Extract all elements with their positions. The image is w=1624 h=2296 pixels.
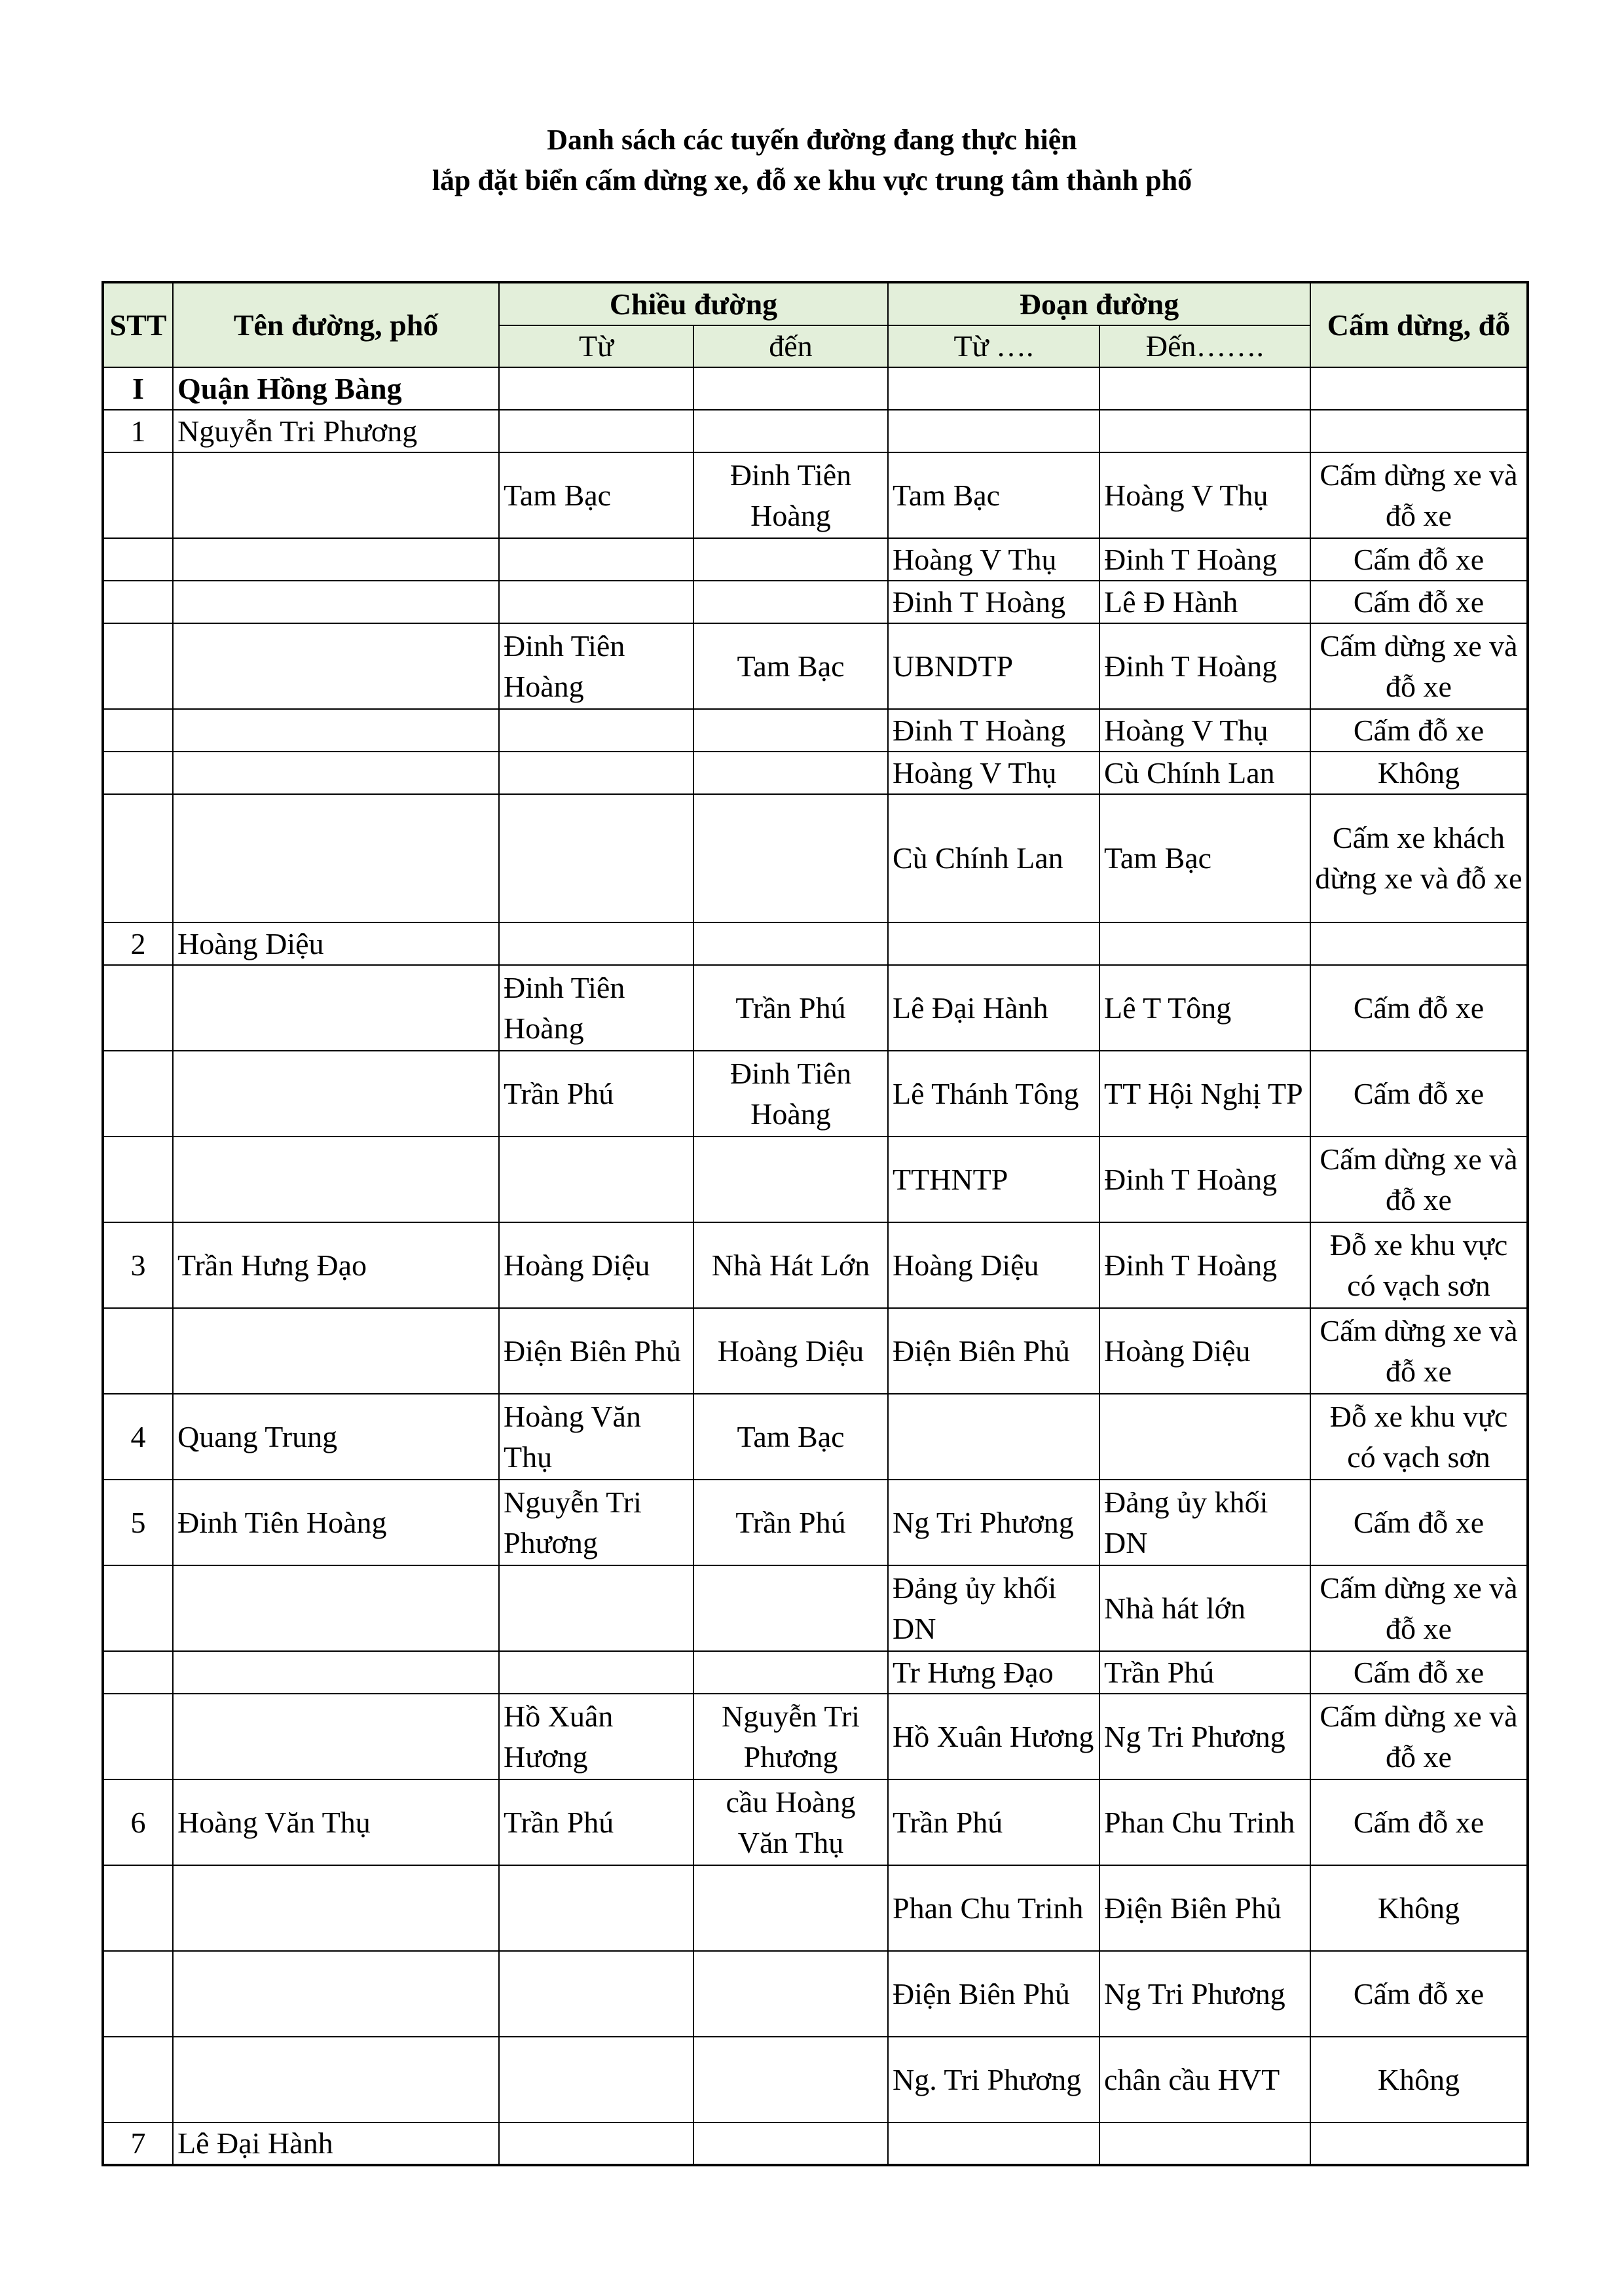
- cell-segment-from: [888, 410, 1099, 452]
- cell-direction-to: [693, 1865, 888, 1951]
- cell-street-name: [173, 2037, 499, 2123]
- cell-direction-to: Tam Bạc: [693, 623, 888, 709]
- cell-segment-to: Hoàng V Thụ: [1099, 452, 1310, 538]
- table-row: [103, 538, 1528, 581]
- cell-direction-from: Hoàng Diệu: [499, 1222, 693, 1308]
- cell-stt: [103, 1137, 173, 1222]
- table-row: [103, 452, 1528, 538]
- cell-stt: 1: [103, 410, 173, 452]
- cell-prohibition: Cấm dừng xe và đỗ xe: [1310, 1308, 1528, 1394]
- header-direction-to: đến: [693, 325, 888, 367]
- cell-segment-from: UBNDTP: [888, 623, 1099, 709]
- street-table: [101, 281, 1529, 2166]
- document-title-line-1: Danh sách các tuyến đường đang thực hiện: [547, 124, 1077, 156]
- cell-direction-to: [693, 581, 888, 623]
- cell-segment-to: Tam Bạc: [1099, 794, 1310, 922]
- cell-segment-to: Đinh T Hoàng: [1099, 538, 1310, 581]
- cell-direction-to: [693, 1565, 888, 1651]
- cell-street-name: [173, 581, 499, 623]
- cell-segment-from: Trần Phú: [888, 1779, 1099, 1865]
- cell-street-name: Quang Trung: [173, 1394, 499, 1480]
- cell-direction-to: [693, 709, 888, 752]
- table-body: [103, 367, 1528, 2165]
- table-row: [103, 1865, 1528, 1951]
- cell-direction-to: Nguyễn Tri Phương: [693, 1694, 888, 1779]
- cell-street-name: Nguyễn Tri Phương: [173, 410, 499, 452]
- cell-segment-from: Hoàng V Thụ: [888, 538, 1099, 581]
- cell-prohibition: Cấm đỗ xe: [1310, 1051, 1528, 1137]
- cell-direction-to: [693, 752, 888, 794]
- cell-street-name: [173, 1694, 499, 1779]
- cell-direction-to: [693, 2037, 888, 2123]
- cell-direction-from: [499, 794, 693, 922]
- cell-direction-to: Đinh Tiên Hoàng: [693, 1051, 888, 1137]
- cell-street-name: Quận Hồng Bàng: [173, 367, 499, 410]
- cell-direction-to: Tam Bạc: [693, 1394, 888, 1480]
- cell-direction-to: Trần Phú: [693, 965, 888, 1051]
- cell-stt: I: [103, 367, 173, 410]
- cell-segment-to: [1099, 410, 1310, 452]
- table-row: [103, 581, 1528, 623]
- cell-segment-from: Đảng ủy khối DN: [888, 1565, 1099, 1651]
- cell-direction-to: [693, 1651, 888, 1694]
- cell-segment-to: Ng Tri Phương: [1099, 1951, 1310, 2037]
- cell-prohibition: Cấm đỗ xe: [1310, 1480, 1528, 1565]
- cell-segment-from: Điện Biên Phủ: [888, 1308, 1099, 1394]
- table-row: [103, 1051, 1528, 1137]
- cell-segment-to: Cù Chính Lan: [1099, 752, 1310, 794]
- cell-direction-from: [499, 1951, 693, 2037]
- cell-segment-from: Ng. Tri Phương: [888, 2037, 1099, 2123]
- cell-segment-from: Tam Bạc: [888, 452, 1099, 538]
- cell-direction-from: Nguyễn Tri Phương: [499, 1480, 693, 1565]
- cell-stt: [103, 794, 173, 922]
- table-row: [103, 367, 1528, 410]
- cell-direction-to: Nhà Hát Lớn: [693, 1222, 888, 1308]
- cell-prohibition: Cấm xe khách dừng xe và đỗ xe: [1310, 794, 1528, 922]
- cell-prohibition: Không: [1310, 2037, 1528, 2123]
- cell-direction-to: [693, 2123, 888, 2165]
- cell-direction-from: [499, 410, 693, 452]
- cell-stt: 7: [103, 2123, 173, 2165]
- cell-segment-from: Điện Biên Phủ: [888, 1951, 1099, 2037]
- cell-segment-from: Đinh T Hoàng: [888, 709, 1099, 752]
- cell-direction-from: Điện Biên Phủ: [499, 1308, 693, 1394]
- cell-street-name: Hoàng Diệu: [173, 922, 499, 965]
- cell-segment-to: chân cầu HVT: [1099, 2037, 1310, 2123]
- header-stt: STT: [103, 282, 173, 367]
- cell-stt: [103, 709, 173, 752]
- header-prohibition: Cấm dừng, đỗ: [1310, 282, 1528, 367]
- cell-direction-from: Trần Phú: [499, 1051, 693, 1137]
- cell-prohibition: Cấm đỗ xe: [1310, 965, 1528, 1051]
- table-row: [103, 1394, 1528, 1480]
- table-row: [103, 2037, 1528, 2123]
- header-direction-from: Từ: [499, 325, 693, 367]
- cell-direction-from: [499, 538, 693, 581]
- cell-prohibition: Đỗ xe khu vực có vạch sơn: [1310, 1222, 1528, 1308]
- cell-direction-from: Trần Phú: [499, 1779, 693, 1865]
- cell-prohibition: Cấm đỗ xe: [1310, 538, 1528, 581]
- cell-prohibition: Cấm dừng xe và đỗ xe: [1310, 1565, 1528, 1651]
- cell-street-name: [173, 1308, 499, 1394]
- cell-segment-from: Đinh T Hoàng: [888, 581, 1099, 623]
- table-row: [103, 794, 1528, 922]
- cell-segment-to: [1099, 922, 1310, 965]
- cell-stt: 4: [103, 1394, 173, 1480]
- cell-direction-from: Hoàng Văn Thụ: [499, 1394, 693, 1480]
- cell-direction-to: Đinh Tiên Hoàng: [693, 452, 888, 538]
- cell-segment-to: Đảng ủy khối DN: [1099, 1480, 1310, 1565]
- cell-stt: [103, 1951, 173, 2037]
- cell-direction-from: [499, 922, 693, 965]
- cell-stt: 6: [103, 1779, 173, 1865]
- cell-street-name: [173, 452, 499, 538]
- cell-prohibition: Cấm đỗ xe: [1310, 709, 1528, 752]
- cell-segment-to: Trần Phú: [1099, 1651, 1310, 1694]
- cell-stt: [103, 965, 173, 1051]
- cell-direction-to: Trần Phú: [693, 1480, 888, 1565]
- cell-prohibition: Đỗ xe khu vực có vạch sơn: [1310, 1394, 1528, 1480]
- cell-stt: 3: [103, 1222, 173, 1308]
- table-header: [103, 282, 1528, 367]
- cell-prohibition: [1310, 922, 1528, 965]
- cell-direction-from: [499, 367, 693, 410]
- cell-street-name: [173, 1651, 499, 1694]
- cell-stt: [103, 1308, 173, 1394]
- cell-street-name: Đinh Tiên Hoàng: [173, 1480, 499, 1565]
- cell-prohibition: Không: [1310, 1865, 1528, 1951]
- cell-direction-to: [693, 1951, 888, 2037]
- cell-street-name: [173, 1565, 499, 1651]
- cell-direction-to: [693, 1137, 888, 1222]
- cell-stt: [103, 1651, 173, 1694]
- cell-prohibition: Cấm dừng xe và đỗ xe: [1310, 1137, 1528, 1222]
- cell-segment-to: Đinh T Hoàng: [1099, 623, 1310, 709]
- cell-stt: [103, 538, 173, 581]
- cell-prohibition: [1310, 2123, 1528, 2165]
- cell-segment-from: [888, 2123, 1099, 2165]
- cell-street-name: [173, 1137, 499, 1222]
- table-row: [103, 1480, 1528, 1565]
- cell-direction-from: [499, 1651, 693, 1694]
- cell-stt: [103, 752, 173, 794]
- cell-stt: [103, 1865, 173, 1951]
- cell-street-name: [173, 1951, 499, 2037]
- table-row: [103, 2123, 1528, 2165]
- cell-direction-from: [499, 1565, 693, 1651]
- table-row: [103, 1779, 1528, 1865]
- cell-street-name: [173, 1865, 499, 1951]
- cell-prohibition: Cấm dừng xe và đỗ xe: [1310, 1694, 1528, 1779]
- header-segment-to: Đến…….: [1099, 325, 1310, 367]
- cell-direction-from: Tam Bạc: [499, 452, 693, 538]
- table-row: [103, 709, 1528, 752]
- table-row: [103, 752, 1528, 794]
- cell-direction-from: Hồ Xuân Hương: [499, 1694, 693, 1779]
- cell-prohibition: Cấm đỗ xe: [1310, 1651, 1528, 1694]
- cell-stt: [103, 1051, 173, 1137]
- table-row: [103, 1694, 1528, 1779]
- cell-direction-from: [499, 2037, 693, 2123]
- header-segment: Đoạn đường: [888, 282, 1310, 325]
- cell-segment-to: [1099, 1394, 1310, 1480]
- cell-street-name: Lê Đại Hành: [173, 2123, 499, 2165]
- cell-prohibition: Không: [1310, 752, 1528, 794]
- cell-direction-from: [499, 2123, 693, 2165]
- table-row: [103, 1651, 1528, 1694]
- table-row: [103, 1222, 1528, 1308]
- cell-prohibition: [1310, 410, 1528, 452]
- header-street-name: Tên đường, phố: [173, 282, 499, 367]
- cell-segment-from: Phan Chu Trinh: [888, 1865, 1099, 1951]
- cell-segment-from: Hoàng Diệu: [888, 1222, 1099, 1308]
- cell-segment-from: [888, 1394, 1099, 1480]
- cell-segment-to: Lê Đ Hành: [1099, 581, 1310, 623]
- cell-direction-to: Hoàng Diệu: [693, 1308, 888, 1394]
- cell-direction-from: Đinh Tiên Hoàng: [499, 623, 693, 709]
- table-row: [103, 922, 1528, 965]
- cell-direction-from: [499, 709, 693, 752]
- cell-direction-to: cầu Hoàng Văn Thụ: [693, 1779, 888, 1865]
- cell-stt: [103, 1694, 173, 1779]
- cell-street-name: Hoàng Văn Thụ: [173, 1779, 499, 1865]
- cell-segment-to: Đinh T Hoàng: [1099, 1137, 1310, 1222]
- cell-direction-from: [499, 752, 693, 794]
- cell-segment-from: Hoàng V Thụ: [888, 752, 1099, 794]
- cell-segment-to: Nhà hát lớn: [1099, 1565, 1310, 1651]
- cell-segment-from: Ng Tri Phương: [888, 1480, 1099, 1565]
- table-row: [103, 623, 1528, 709]
- cell-segment-to: Hoàng V Thụ: [1099, 709, 1310, 752]
- cell-direction-from: [499, 581, 693, 623]
- cell-segment-from: Tr Hưng Đạo: [888, 1651, 1099, 1694]
- document-title-line-2: lắp đặt biển cấm dừng xe, đỗ xe khu vực trung tâm thành phố: [432, 164, 1192, 196]
- header-direction: Chiều đường: [499, 282, 888, 325]
- cell-segment-to: TT Hội Nghị TP: [1099, 1051, 1310, 1137]
- cell-direction-to: [693, 922, 888, 965]
- cell-segment-to: Điện Biên Phủ: [1099, 1865, 1310, 1951]
- cell-direction-to: [693, 538, 888, 581]
- cell-street-name: [173, 752, 499, 794]
- table-row: [103, 965, 1528, 1051]
- cell-segment-from: Hồ Xuân Hương: [888, 1694, 1099, 1779]
- cell-segment-to: Phan Chu Trinh: [1099, 1779, 1310, 1865]
- cell-direction-from: [499, 1137, 693, 1222]
- cell-stt: 5: [103, 1480, 173, 1565]
- table-row: [103, 410, 1528, 452]
- cell-segment-to: Đinh T Hoàng: [1099, 1222, 1310, 1308]
- cell-segment-from: TTHNTP: [888, 1137, 1099, 1222]
- cell-stt: [103, 452, 173, 538]
- cell-segment-from: Lê Đại Hành: [888, 965, 1099, 1051]
- table-row: [103, 1951, 1528, 2037]
- cell-street-name: [173, 965, 499, 1051]
- cell-street-name: [173, 1051, 499, 1137]
- table-row: [103, 1308, 1528, 1394]
- cell-stt: [103, 623, 173, 709]
- cell-segment-from: Cù Chính Lan: [888, 794, 1099, 922]
- cell-street-name: [173, 623, 499, 709]
- cell-street-name: [173, 538, 499, 581]
- table-row: [103, 1137, 1528, 1222]
- cell-prohibition: Cấm đỗ xe: [1310, 581, 1528, 623]
- cell-street-name: [173, 794, 499, 922]
- cell-segment-from: [888, 367, 1099, 410]
- cell-prohibition: Cấm dừng xe và đỗ xe: [1310, 452, 1528, 538]
- cell-stt: [103, 1565, 173, 1651]
- cell-segment-to: [1099, 367, 1310, 410]
- cell-stt: [103, 581, 173, 623]
- cell-direction-from: [499, 1865, 693, 1951]
- cell-segment-from: [888, 922, 1099, 965]
- cell-stt: [103, 2037, 173, 2123]
- cell-segment-to: [1099, 2123, 1310, 2165]
- cell-segment-to: Ng Tri Phương: [1099, 1694, 1310, 1779]
- cell-street-name: [173, 709, 499, 752]
- cell-direction-to: [693, 367, 888, 410]
- cell-street-name: Trần Hưng Đạo: [173, 1222, 499, 1308]
- cell-segment-from: Lê Thánh Tông: [888, 1051, 1099, 1137]
- cell-segment-to: Hoàng Diệu: [1099, 1308, 1310, 1394]
- table-row: [103, 1565, 1528, 1651]
- header-segment-from: Từ ….: [888, 325, 1099, 367]
- cell-stt: 2: [103, 922, 173, 965]
- cell-prohibition: Cấm đỗ xe: [1310, 1951, 1528, 2037]
- cell-direction-from: Đinh Tiên Hoàng: [499, 965, 693, 1051]
- cell-prohibition: [1310, 367, 1528, 410]
- cell-prohibition: Cấm dừng xe và đỗ xe: [1310, 623, 1528, 709]
- cell-direction-to: [693, 410, 888, 452]
- cell-direction-to: [693, 794, 888, 922]
- cell-prohibition: Cấm đỗ xe: [1310, 1779, 1528, 1865]
- cell-segment-to: Lê T Tông: [1099, 965, 1310, 1051]
